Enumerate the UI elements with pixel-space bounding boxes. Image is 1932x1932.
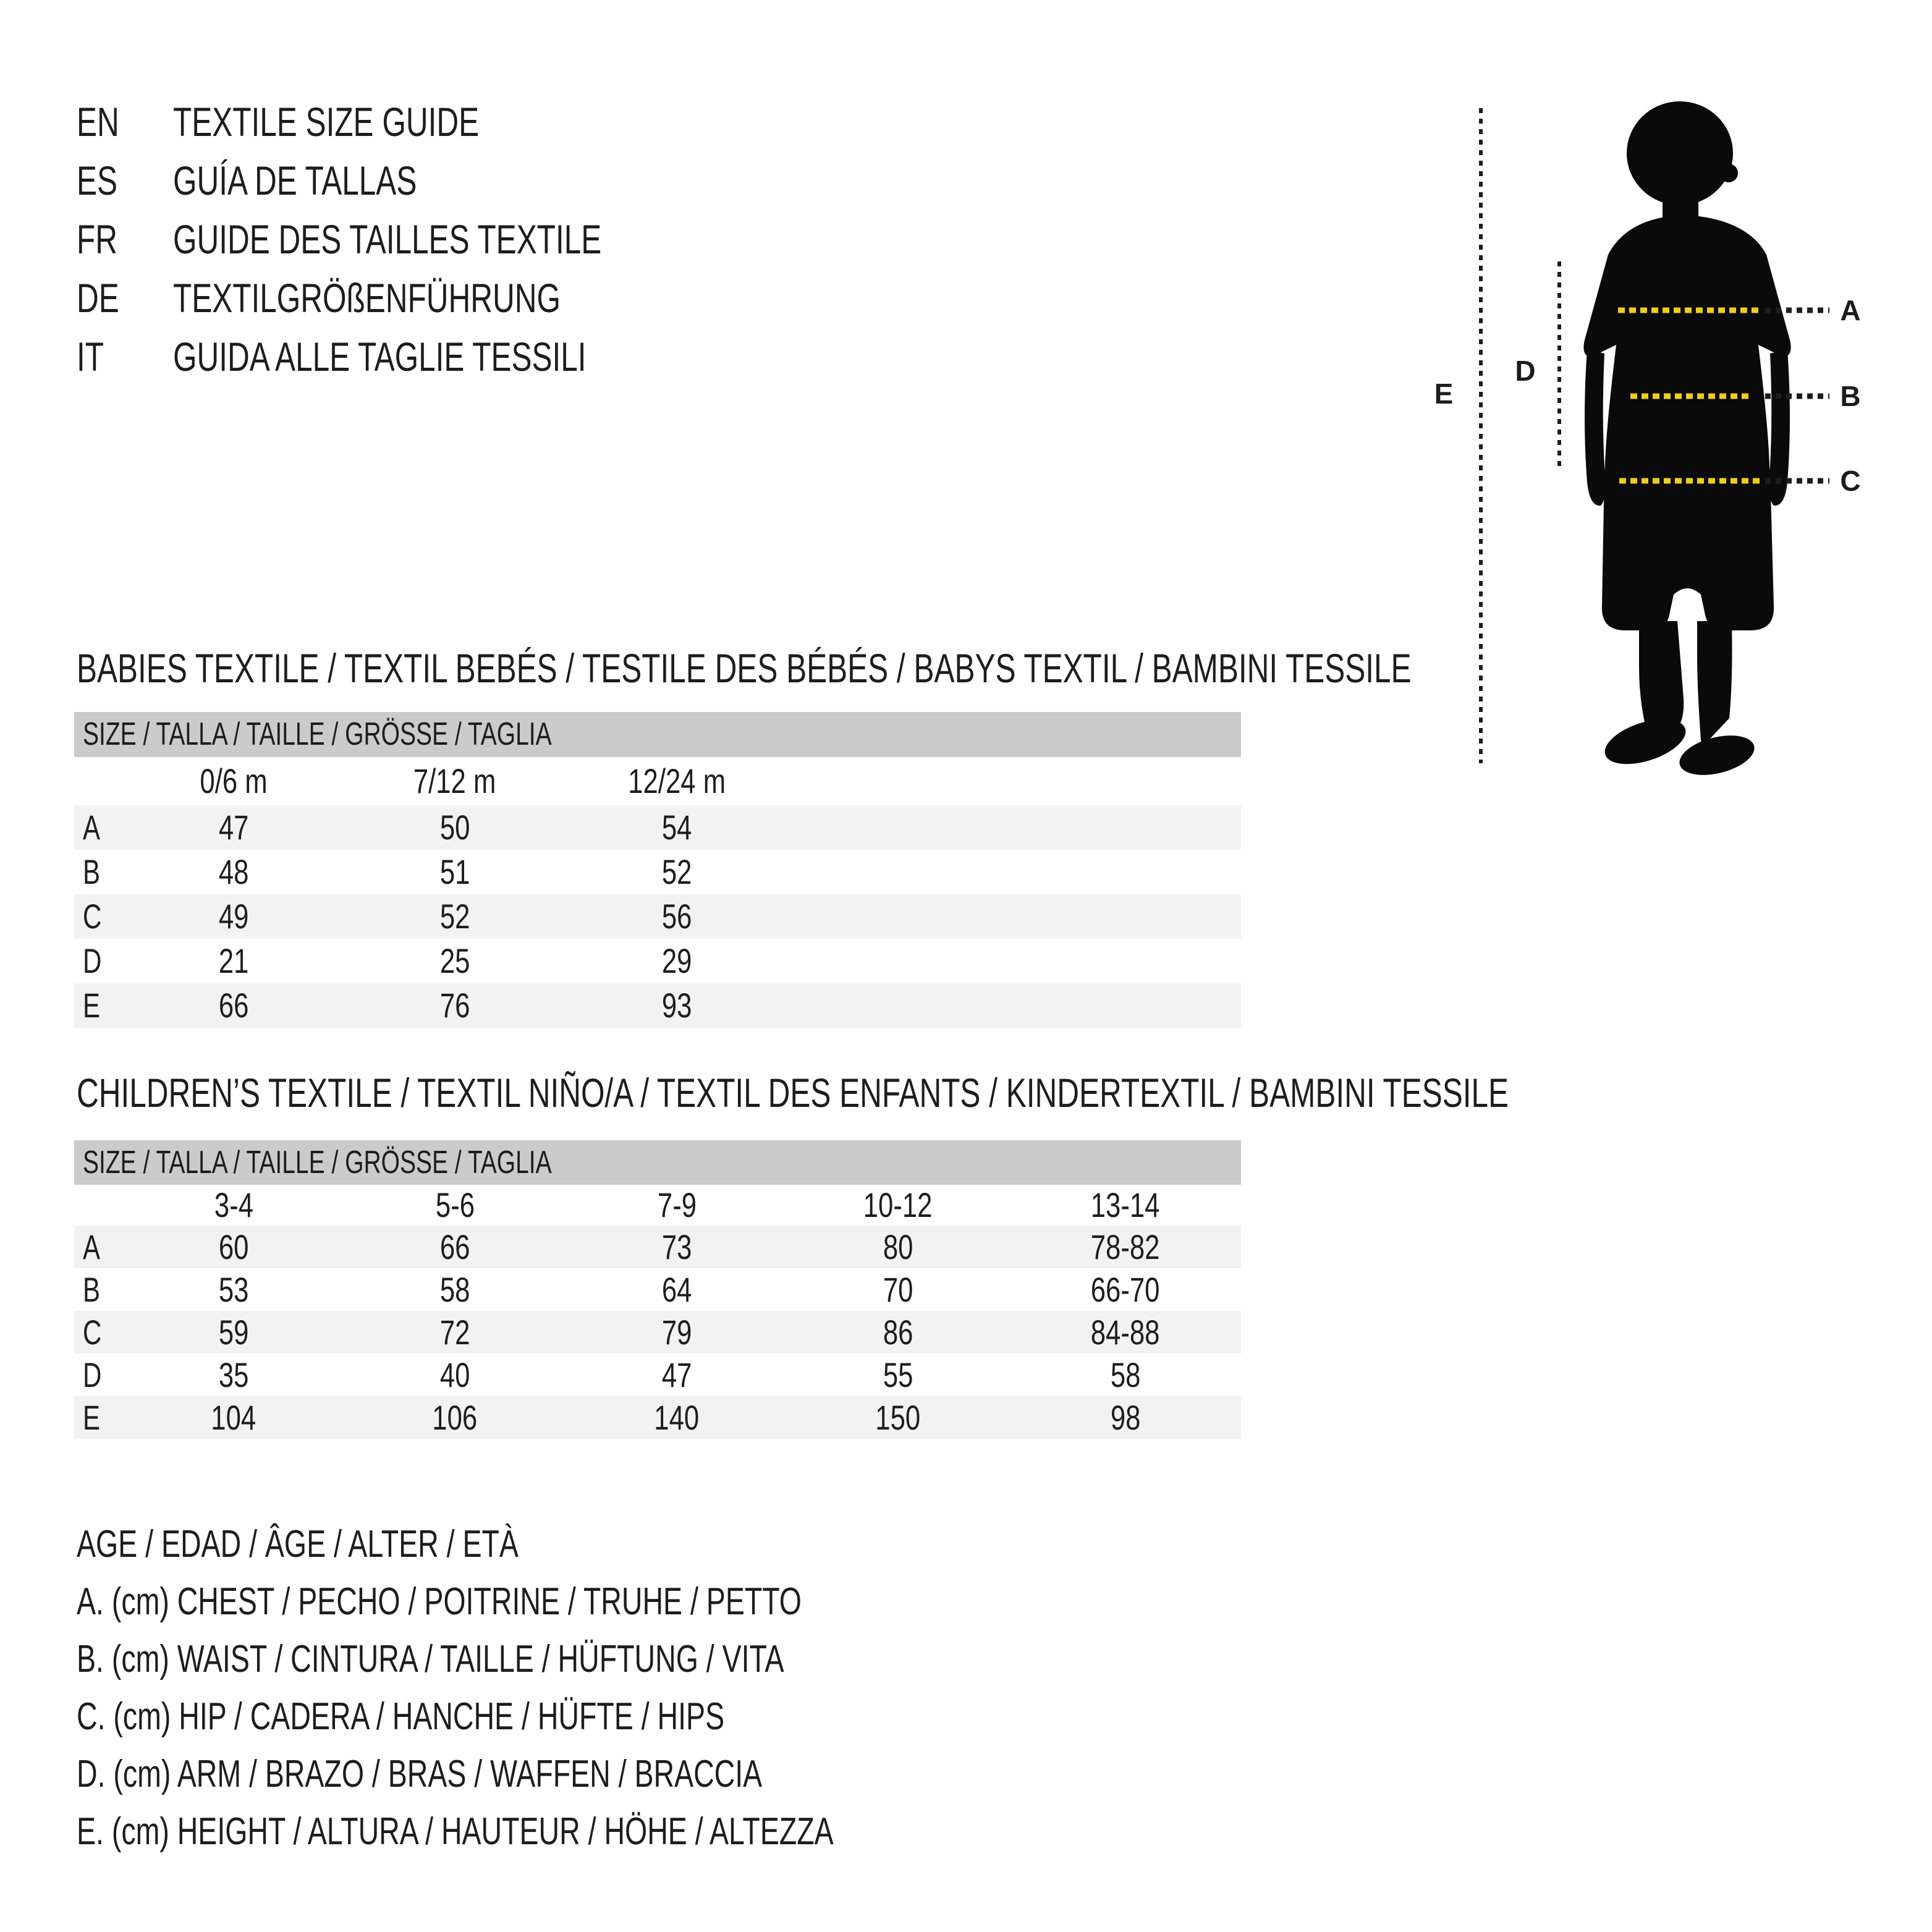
- lang-line-it: [77, 336, 756, 377]
- column-label: 0/6 m: [200, 761, 268, 800]
- guide-title: GUÍA DE TALLAS: [173, 158, 417, 203]
- lang-code: EN: [77, 99, 119, 145]
- table-cell: 66: [439, 1227, 470, 1266]
- table-cell: 76: [439, 986, 470, 1025]
- table-cell: 29: [661, 941, 692, 980]
- table-cell: 104: [211, 1398, 256, 1437]
- row-label: D: [83, 1355, 102, 1394]
- table-cell: 70: [883, 1270, 913, 1309]
- label-hip-c: C: [1840, 465, 1861, 497]
- guide-title: TEXTILGRÖßENFÜHRUNG: [173, 275, 561, 321]
- table-cell: 64: [661, 1270, 692, 1309]
- row-label: A: [83, 1227, 101, 1266]
- table-cell: 55: [883, 1355, 913, 1394]
- lang-code: DE: [77, 275, 119, 321]
- guide-title: TEXTILE SIZE GUIDE: [173, 99, 480, 145]
- legend-waist: B. (cm) WAIST / CINTURA / TAILLE / HÜFTUNG / VITA: [77, 1638, 784, 1680]
- table-row: [74, 939, 1241, 983]
- table-cell: 78-82: [1091, 1227, 1160, 1266]
- table-row: [74, 1226, 1241, 1268]
- table-row: [74, 894, 1241, 939]
- table-cell: 98: [1110, 1398, 1141, 1437]
- legend-height: E. (cm) HEIGHT / ALTURA / HAUTEUR / HÖHE / ALTEZZA: [77, 1810, 834, 1853]
- label-waist-b: B: [1840, 380, 1861, 412]
- table-cell: 50: [439, 808, 470, 847]
- table-cell: 79: [661, 1313, 692, 1352]
- table-cell: 66-70: [1091, 1270, 1160, 1309]
- table-cell: 93: [661, 986, 692, 1025]
- row-label: B: [83, 1270, 101, 1309]
- children-size-table: [74, 1140, 1241, 1439]
- column-label: 12/24 m: [628, 761, 726, 800]
- table-cell: 73: [661, 1227, 692, 1266]
- row-label: E: [83, 986, 101, 1025]
- guide-title: GUIDA ALLE TAGLIE TESSILI: [173, 334, 587, 379]
- size-header-bar: SIZE / TALLA / TAILLE / GRÖSSE / TAGLIA: [74, 712, 1241, 757]
- label-arm-d: D: [1515, 355, 1536, 387]
- table-cell: 52: [439, 897, 470, 936]
- table-row: [74, 1396, 1241, 1439]
- legend-hip: C. (cm) HIP / CADERA / HANCHE / HÜFTE / HIPS: [77, 1695, 725, 1738]
- babies-size-table: [74, 712, 1241, 1028]
- table-cell: 84-88: [1091, 1313, 1160, 1352]
- guide-title: GUIDE DES TAILLES TEXTILE: [173, 216, 602, 262]
- children-column-header: [74, 1185, 1241, 1226]
- table-cell: 72: [439, 1313, 470, 1352]
- lang-code: IT: [77, 334, 104, 379]
- column-label: 13-14: [1091, 1185, 1160, 1224]
- table-row: [74, 983, 1241, 1028]
- row-label: C: [83, 1313, 102, 1352]
- table-cell: 47: [218, 808, 249, 847]
- column-label: 10-12: [863, 1185, 933, 1224]
- row-label: D: [83, 941, 102, 980]
- children-section-title: CHILDREN’S TEXTILE / TEXTIL NIÑO/A / TEXTIL DES ENFANTS / KINDERTEXTIL / BAMBINI TESSILE: [77, 1070, 1509, 1116]
- table-row: [74, 1268, 1241, 1311]
- table-cell: 49: [218, 897, 249, 936]
- table-cell: 52: [661, 852, 692, 891]
- label-chest-a: A: [1840, 294, 1861, 326]
- babies-section-title: BABIES TEXTILE / TEXTIL BEBÉS / TESTILE DES BÉBÉS / BABYS TEXTIL / BAMBINI TESSILE: [77, 645, 1412, 691]
- row-label: A: [83, 808, 101, 847]
- table-cell: 80: [883, 1227, 913, 1266]
- table-cell: 21: [218, 941, 249, 980]
- column-label: 7/12 m: [413, 761, 496, 800]
- lang-code: ES: [77, 158, 118, 203]
- table-cell: 48: [218, 852, 249, 891]
- table-cell: 150: [875, 1398, 921, 1437]
- table-cell: 53: [218, 1270, 249, 1309]
- legend-arm: D. (cm) ARM / BRAZO / BRAS / WAFFEN / BRACCIA: [77, 1753, 763, 1795]
- column-label: 5-6: [435, 1185, 475, 1224]
- table-cell: 59: [218, 1313, 249, 1352]
- table-cell: 106: [432, 1398, 478, 1437]
- table-row: [74, 1354, 1241, 1396]
- table-cell: 47: [661, 1355, 692, 1394]
- lang-code: FR: [77, 216, 117, 262]
- row-label: C: [83, 897, 102, 936]
- table-cell: 140: [654, 1398, 700, 1437]
- table-cell: 58: [1110, 1355, 1141, 1394]
- row-label: B: [83, 852, 101, 891]
- table-cell: 56: [661, 897, 692, 936]
- lang-line-fr: [77, 216, 776, 262]
- lang-line-es: [77, 160, 530, 201]
- table-cell: 66: [218, 986, 249, 1025]
- table-row: [74, 1311, 1241, 1354]
- table-cell: 60: [218, 1227, 249, 1266]
- size-header-bar: SIZE / TALLA / TAILLE / GRÖSSE / TAGLIA: [74, 1140, 1241, 1185]
- label-height-e: E: [1434, 378, 1454, 410]
- column-label: 3-4: [214, 1185, 253, 1224]
- column-label: 7-9: [657, 1185, 697, 1224]
- row-label: E: [83, 1398, 101, 1437]
- table-cell: 54: [661, 808, 692, 847]
- table-cell: 25: [439, 941, 470, 980]
- table-row: [74, 850, 1241, 894]
- lang-line-en: [77, 99, 613, 145]
- table-cell: 86: [883, 1313, 913, 1352]
- legend-chest: A. (cm) CHEST / PECHO / POITRINE / TRUHE / PETTO: [77, 1580, 802, 1623]
- babies-column-header: [74, 757, 1241, 805]
- table-cell: 51: [439, 852, 470, 891]
- table-cell: 35: [218, 1355, 249, 1394]
- table-cell: 40: [439, 1355, 470, 1394]
- lang-line-de: [77, 275, 722, 321]
- legend-age: AGE / EDAD / ÂGE / ALTER / ETÀ: [77, 1523, 519, 1566]
- table-row: [74, 805, 1241, 850]
- table-cell: 58: [439, 1270, 470, 1309]
